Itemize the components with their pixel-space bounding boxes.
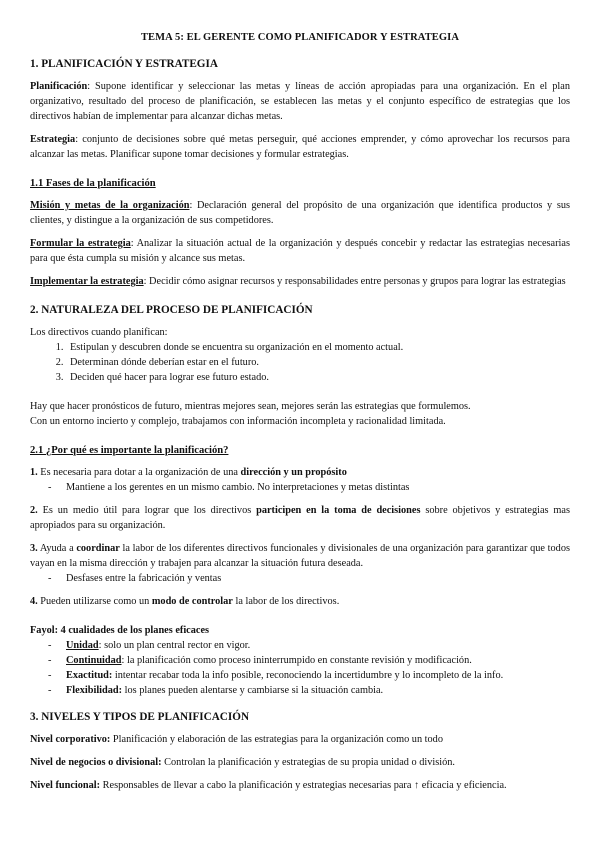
estrategia-text: : conjunto de decisiones sobre qué metas perseguir, qué acciones emprender, y cómo aprovechar los recursos para alcanzar las metas. Planificar supone tomar decisiones y formular estrategias.: [30, 134, 570, 160]
nivel-funcional: Nivel funcional: Responsables de llevar a cabo la planificación y estrategias necesarias para ↑ eficacia y eficiencia.: [30, 780, 507, 791]
naturaleza-notes: [30, 399, 570, 429]
mision-term: Misión y metas de la organización: [30, 200, 190, 211]
mision-text: : Declaración general del propósito de una organización que identifica productos y sus clientes, y distingue a la organización de sus competidores.: [30, 200, 570, 226]
reason-1: 1. Es necesaria para dotar a la organización de una dirección y un propósito: [30, 467, 347, 478]
estrategia-term: Estrategia: [30, 134, 76, 145]
implementar-paragraph: [30, 274, 570, 289]
section-1-1-heading: 1.1 Fases de la planificación: [30, 178, 156, 189]
implementar-text: : Decidir cómo asignar recursos y responsabilidades entre personas y grupos para lograr las estrategias: [143, 276, 566, 287]
fayol-list: [30, 638, 570, 698]
list-item: 1. Estipulan y descubren donde se encuentra su organización en el momento actual.: [66, 340, 570, 355]
reason-4: 4. Pueden utilizarse como un modo de controlar la labor de los directivos.: [30, 596, 340, 607]
list-item: - Exactitud: intentar recabar toda la info posible, reconociendo la incertidumbre y lo incompleto de la info.: [48, 668, 570, 683]
reason-1-detail: [30, 480, 570, 495]
entorno-line: Con un entorno incierto y complejo, trabajamos con información incompleta y racionalidad limitada.: [30, 416, 446, 427]
formular-paragraph: [30, 236, 570, 266]
planificacion-text: : Supone identificar y seleccionar las metas y líneas de acción apropiadas para una organización. En el plan organizativo, resultado del proceso de planificación, se establecen las metas y el conjunto específico de estrategias que los directivos habían de implementar para alcanzar dichas metas.: [30, 81, 570, 122]
section-3-heading: 3. NIVELES Y TIPOS DE PLANIFICACIÓN: [30, 711, 250, 723]
fayol-heading: Fayol: 4 cualidades de los planes eficaces: [30, 625, 210, 636]
naturaleza-intro: Los directivos cuando planifican:: [30, 327, 168, 338]
implementar-term: Implementar la estrategia: [30, 276, 144, 287]
list-item: - Continuidad: la planificación como proceso ininterrumpido en constante revisión y modificación.: [48, 653, 570, 668]
planificacion-term: Planificación: [30, 81, 88, 92]
planificacion-paragraph: [30, 79, 570, 124]
reason-3-detail: [30, 571, 570, 586]
list-item: - Desfases entre la fabricación y ventas: [48, 571, 570, 586]
naturaleza-list: [30, 340, 570, 385]
list-item: - Unidad: solo un plan central rector en vigor.: [48, 638, 570, 653]
mision-paragraph: [30, 198, 570, 228]
formular-term: Formular la estrategia: [30, 238, 131, 249]
section-1-heading: 1. PLANIFICACIÓN Y ESTRATEGIA: [30, 58, 218, 70]
document-title: TEMA 5: EL GERENTE COMO PLANIFICADOR Y ESTRATEGIA: [140, 32, 460, 43]
section-2-1-heading: 2.1 ¿Por qué es importante la planificación?: [30, 445, 229, 456]
nivel-negocios: Nivel de negocios o divisional: Controlan la planificación y estrategias de su propia unidad o división.: [30, 757, 455, 768]
list-item: 2. Determinan dónde deberían estar en el futuro.: [66, 355, 570, 370]
formular-text: : Analizar la situación actual de la organización y después concebir y redactar las estrategias necesarias para que ésta cumpla su misión y alcance sus metas.: [30, 238, 570, 264]
estrategia-paragraph: [30, 132, 570, 162]
reason-2: 2. Es un medio útil para lograr que los directivos participen en la toma de decisiones sobre objetivos y estrategias mas apropiados para su organización.: [30, 505, 570, 531]
list-item: 3. Deciden qué hacer para lograr ese futuro estado.: [66, 370, 570, 385]
section-2-heading: 2. NATURALEZA DEL PROCESO DE PLANIFICACIÓN: [30, 304, 313, 316]
reason-3: 3. Ayuda a coordinar la labor de los diferentes directivos funcionales y divisionales de una organización para garantizar que todos vayan en la misma dirección y trabajen para alcanzar la situación futura deseada.: [30, 543, 570, 569]
pronosticos-line: Hay que hacer pronósticos de futuro, mientras mejores sean, mejores serán las estrategias que formulemos.: [30, 401, 471, 412]
nivel-corporativo: Nivel corporativo: Planificación y elaboración de las estrategias para la organización como un todo: [30, 734, 443, 745]
list-item: - Flexibilidad: los planes pueden alentarse y cambiarse si la situación cambia.: [48, 683, 570, 698]
list-item: - Mantiene a los gerentes en un mismo cambio. No interpretaciones y metas distintas: [48, 480, 570, 495]
